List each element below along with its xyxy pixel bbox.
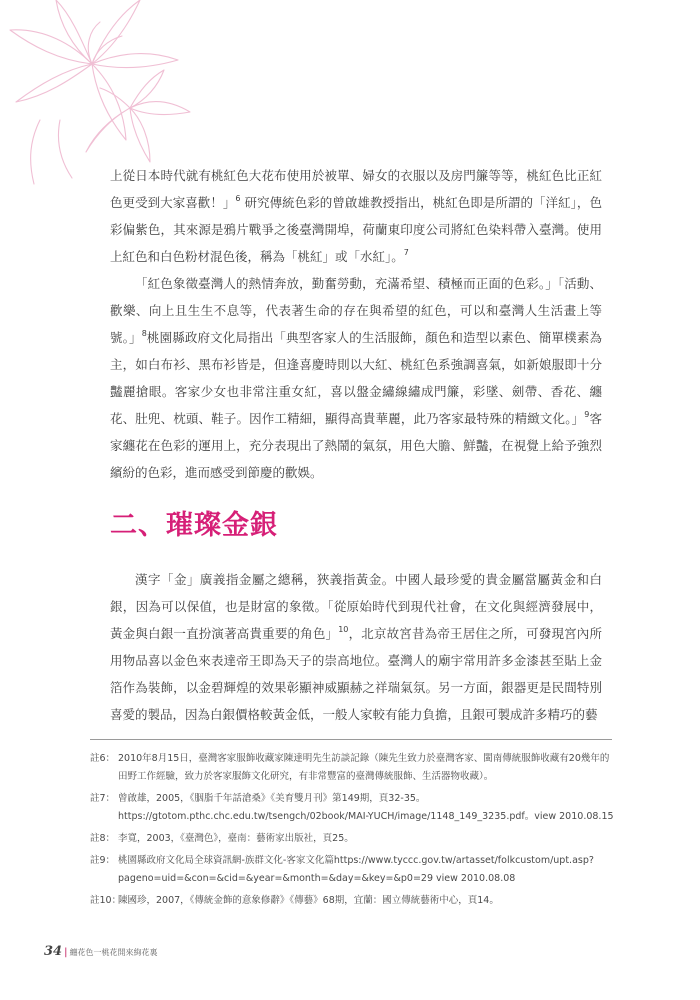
- footnote-tag: 註6：: [90, 753, 116, 764]
- paragraph-2-text: 「紅色象徵臺灣人的熱情奔放，勤奮勞動，充滿希望、積極而正面的色彩。」「活動、歡樂、向上且生生不息等，代表著生命的存在與希望的紅色，可以和臺灣人生活畫上等號。」: [110, 276, 602, 345]
- footnote-tag: 註8：: [90, 833, 116, 844]
- page-footer: [44, 944, 157, 959]
- footnote-ref-10: 10: [338, 625, 349, 634]
- paragraph-3-text: 漢字「金」廣義指金屬之總稱，狹義指黃金。中國人最珍愛的貴金屬當屬黃金和白銀，因為可以保值，也是財富的象徵。「從原始時代到現代社會，在文化與經濟發展中，黃金與白銀一直扮演著高貴重要的角色」: [110, 572, 602, 641]
- footnote-ref-9: 9: [584, 410, 590, 419]
- footnote-8: [90, 830, 615, 848]
- paragraph-2: [110, 270, 602, 486]
- paragraph-2-text-cont: 桃園縣政府文化局指出「典型客家人的生活服飾，顏色和造型以素色、簡單樸素為主，如白布衫、黑布衫皆是，但逢喜慶時則以大紅、桃紅色系強調喜氣，如新娘服即十分豔麗搶眼。客家少女也非常注重女紅，喜以盤金繡線繡成門簾，彩墜、劍帶、香花、纏花、肚兜、枕頭、鞋子。因作工精細，顯得高貴華麗，此乃客家最特殊的精緻文化。」: [110, 330, 602, 426]
- footnotes: [90, 750, 615, 914]
- paragraph-3: [110, 566, 602, 728]
- footnote-text: 桃園縣政府文化局全球資訊網-族群文化-客家文化篇https://www.tyccc.gov.tw/artasset/folkcustom/upt.asp?pageno=uid=&con=&cid=&year=&month=&day=&key=&p0=29 view 2010.08.08: [118, 855, 594, 884]
- footnote-divider: [90, 739, 612, 740]
- footnote-6: [90, 750, 615, 786]
- paragraph-3-text-cont: ，北京故宮昔為帝王居住之所，可發現宮內所用物品喜以金色來表達帝王即為天子的崇高地位。臺灣人的廟宇常用許多金漆甚至貼上金箔作為裝飾，以金碧輝煌的效果彰顯神威顯赫之祥瑞氣氛。另一方面，銀器更是民間特別喜愛的製品，因為白銀價格較黃金低，一般人家較有能力負擔，且銀可製成許多精巧的藝: [110, 626, 602, 722]
- footnote-9: [90, 852, 615, 888]
- footnote-tag: 註7：: [90, 793, 116, 804]
- footnote-10: [90, 892, 615, 910]
- footnote-text: 曾啟雄，2005，《胭脂千年話滄桑》《美育雙月刊》第149期，頁32-35。https://gtotom.pthc.chc.edu.tw/tsengch/02book/MAI-YUCH/image/1148_149_3235.pdf。view 2010.08.15: [118, 793, 614, 822]
- footer-separator: |: [64, 947, 68, 958]
- running-title: 纏花色一桃花開來絢花裏: [69, 948, 158, 957]
- footnote-7: [90, 790, 615, 826]
- footnote-tag: 註9：: [90, 855, 116, 866]
- footnote-ref-7: 7: [403, 248, 409, 257]
- section-heading: 二、璀璨金銀: [110, 510, 278, 541]
- footnote-ref-6: 6: [235, 194, 241, 203]
- paragraph-1: [110, 162, 602, 270]
- footnote-text: 李寬，2003，《臺灣色》，臺南：藝術家出版社，頁25。: [118, 833, 354, 844]
- page-number: 34: [44, 944, 63, 959]
- paragraph-1-text: 上從日本時代就有桃紅色大花布使用於被單、婦女的衣服以及房門簾等等，桃紅色比正紅色更受到大家喜歡！」: [110, 168, 602, 210]
- footnote-ref-8: 8: [141, 329, 147, 338]
- body-text-bottom: [110, 566, 602, 728]
- paragraph-2-text-end: 客家纏花在色彩的運用上，充分表現出了熱鬧的氣氛，用色大膽、鮮豔，在視覺上給予強烈繽紛的色彩，進而感受到節慶的歡娛。: [110, 411, 602, 480]
- footnote-tag: 註10：: [90, 895, 122, 906]
- paragraph-1-text-cont: 研究傳統色彩的曾啟雄教授指出，桃紅色即是所謂的「洋紅」，色彩偏紫色，其來源是鴉片戰爭之後臺灣開埠，荷蘭東印度公司將紅色染料帶入臺灣。使用上紅色和白色粉材混色後，稱為「桃紅」或「水紅」。: [110, 195, 602, 264]
- footnote-text: 2010年8月15日，臺灣客家服飾收藏家陳達明先生訪談記錄（陳先生致力於臺灣客家、閩南傳統服飾收藏有20幾年的田野工作經驗，致力於客家服飾文化研究，有非常豐富的臺灣傳統服飾、生活器物收藏）。: [118, 753, 610, 782]
- body-text-top: [110, 162, 602, 486]
- footnote-text: 陳國珍，2007，《傳統金飾的意象修辭》《傳藝》68期，宜蘭：國立傳統藝術中心，頁14。: [118, 895, 499, 906]
